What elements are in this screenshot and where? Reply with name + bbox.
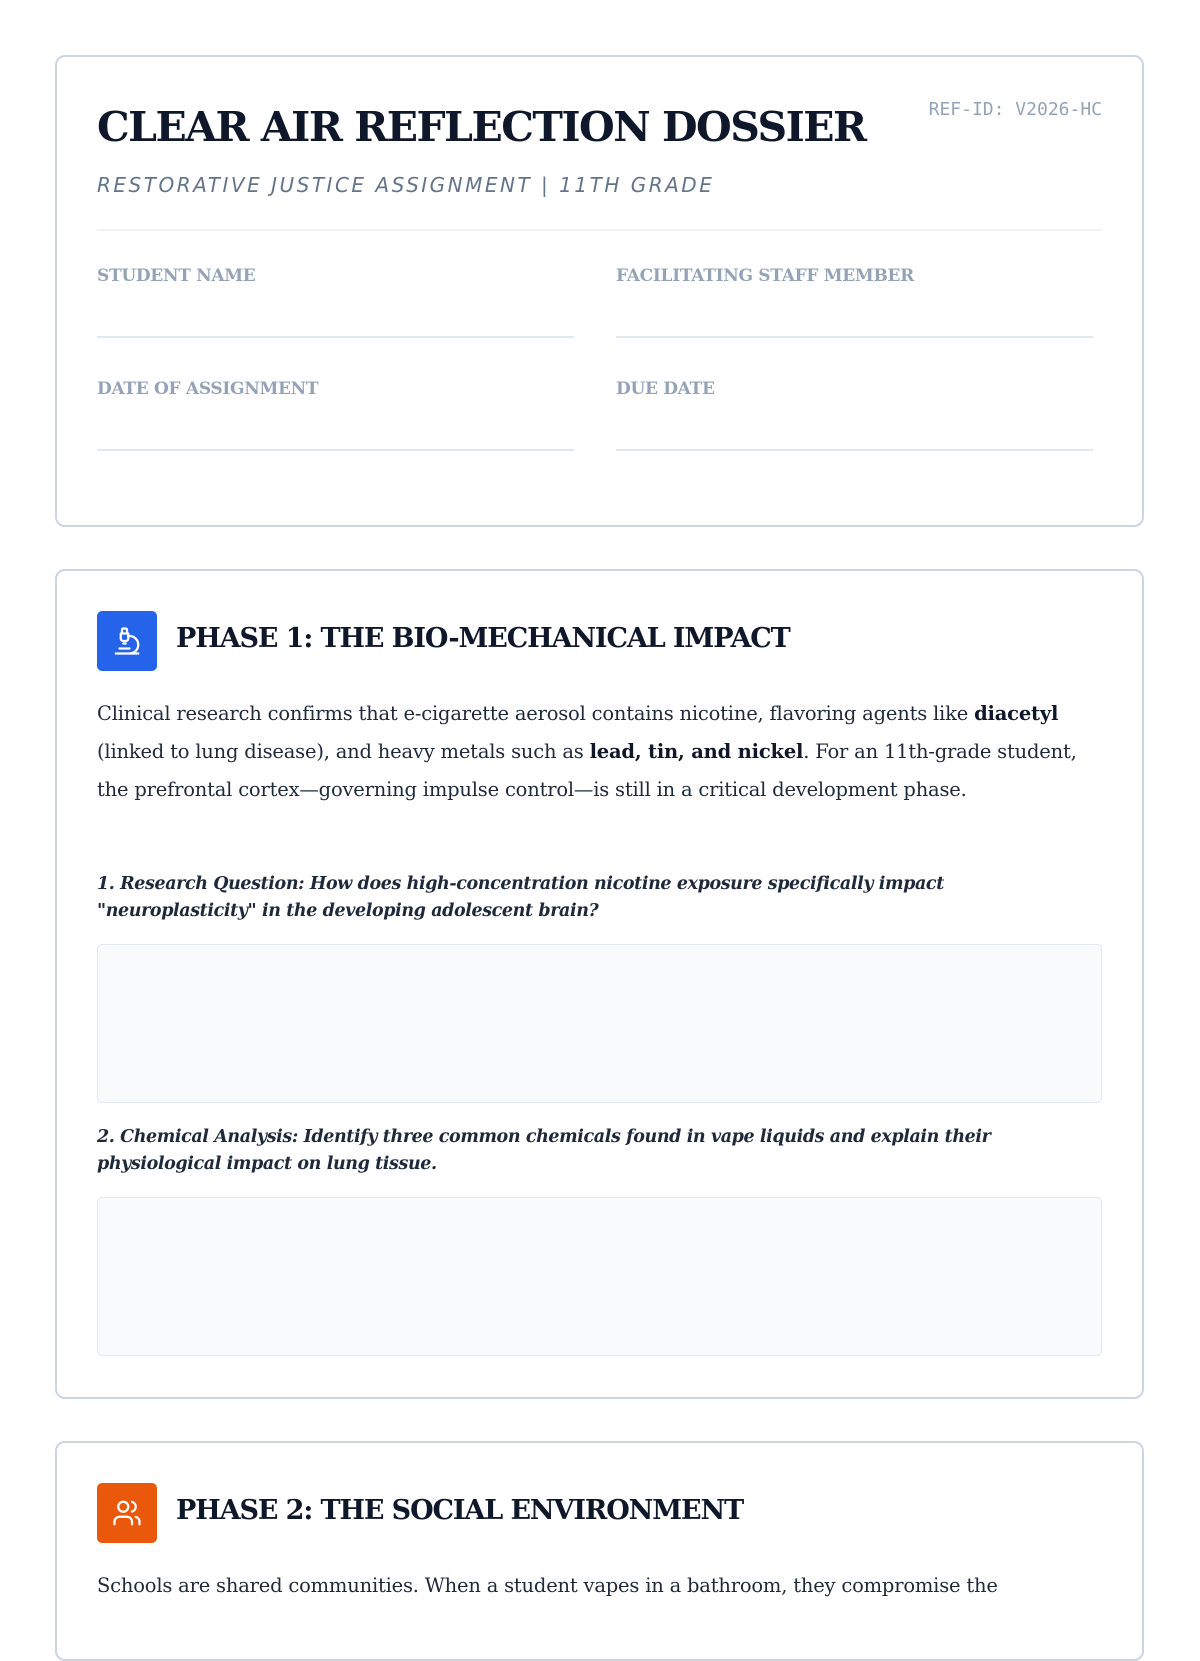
phase2-card: [55, 1441, 1144, 1661]
date-of-assignment-label: DATE OF ASSIGNMENT: [97, 379, 319, 399]
question-1: 1. Research Question: How does high-concentration nicotine exposure specifically impact "neuroplasticity" in the developing adolescent brain?: [97, 874, 944, 921]
phase1-title: PHASE 1: THE BIO-MECHANICAL IMPACT: [176, 623, 790, 654]
staff-member-field[interactable]: [616, 266, 1093, 286]
staff-member-label: FACILITATING STAFF MEMBER: [616, 266, 915, 286]
intro-emphasis: lead, tin, and nickel: [589, 740, 804, 763]
question-2: 2. Chemical Analysis: Identify three common chemicals found in vape liquids and explain their physiological impact on lung tissue.: [97, 1127, 991, 1174]
microscope-icon: [97, 611, 157, 671]
intro-emphasis: diacetyl: [974, 702, 1059, 725]
student-name-label: STUDENT NAME: [97, 266, 256, 286]
header-card: [55, 55, 1144, 527]
due-date-field[interactable]: [616, 379, 1093, 399]
staff-member-input-line[interactable]: [616, 336, 1093, 338]
phase1-intro: [97, 695, 1102, 809]
intro-text: (linked to lung disease), and heavy metals such as: [97, 740, 590, 763]
date-of-assignment-input-line[interactable]: [97, 449, 574, 451]
student-name-input-line[interactable]: [97, 336, 574, 338]
due-date-input-line[interactable]: [616, 449, 1093, 451]
answer-2-textarea[interactable]: [97, 1197, 1102, 1356]
intro-text: Clinical research confirms that e-cigarette aerosol contains nicotine, flavoring agents like: [97, 702, 975, 725]
intro-text: . For an 11th-grade student, the prefrontal cortex—governing impulse control—is still in a critical development phase.: [97, 740, 1077, 801]
phase2-title: PHASE 2: THE SOCIAL ENVIRONMENT: [176, 1495, 744, 1526]
due-date-label: DUE DATE: [616, 379, 715, 399]
header-divider: [97, 229, 1102, 231]
answer-1-textarea[interactable]: [97, 944, 1102, 1103]
users-icon: [97, 1483, 157, 1543]
document-subtitle: RESTORATIVE JUSTICE ASSIGNMENT | 11TH GRADE: [97, 173, 715, 197]
reference-id: REF-ID: V2026-HC: [928, 99, 1102, 120]
student-name-field[interactable]: [97, 266, 574, 286]
phase2-intro: Schools are shared communities. When a student vapes in a bathroom, they compromise the: [97, 1574, 998, 1597]
document-title: CLEAR AIR REFLECTION DOSSIER: [97, 103, 866, 151]
date-of-assignment-field[interactable]: [97, 379, 574, 399]
phase1-card: [55, 569, 1144, 1399]
